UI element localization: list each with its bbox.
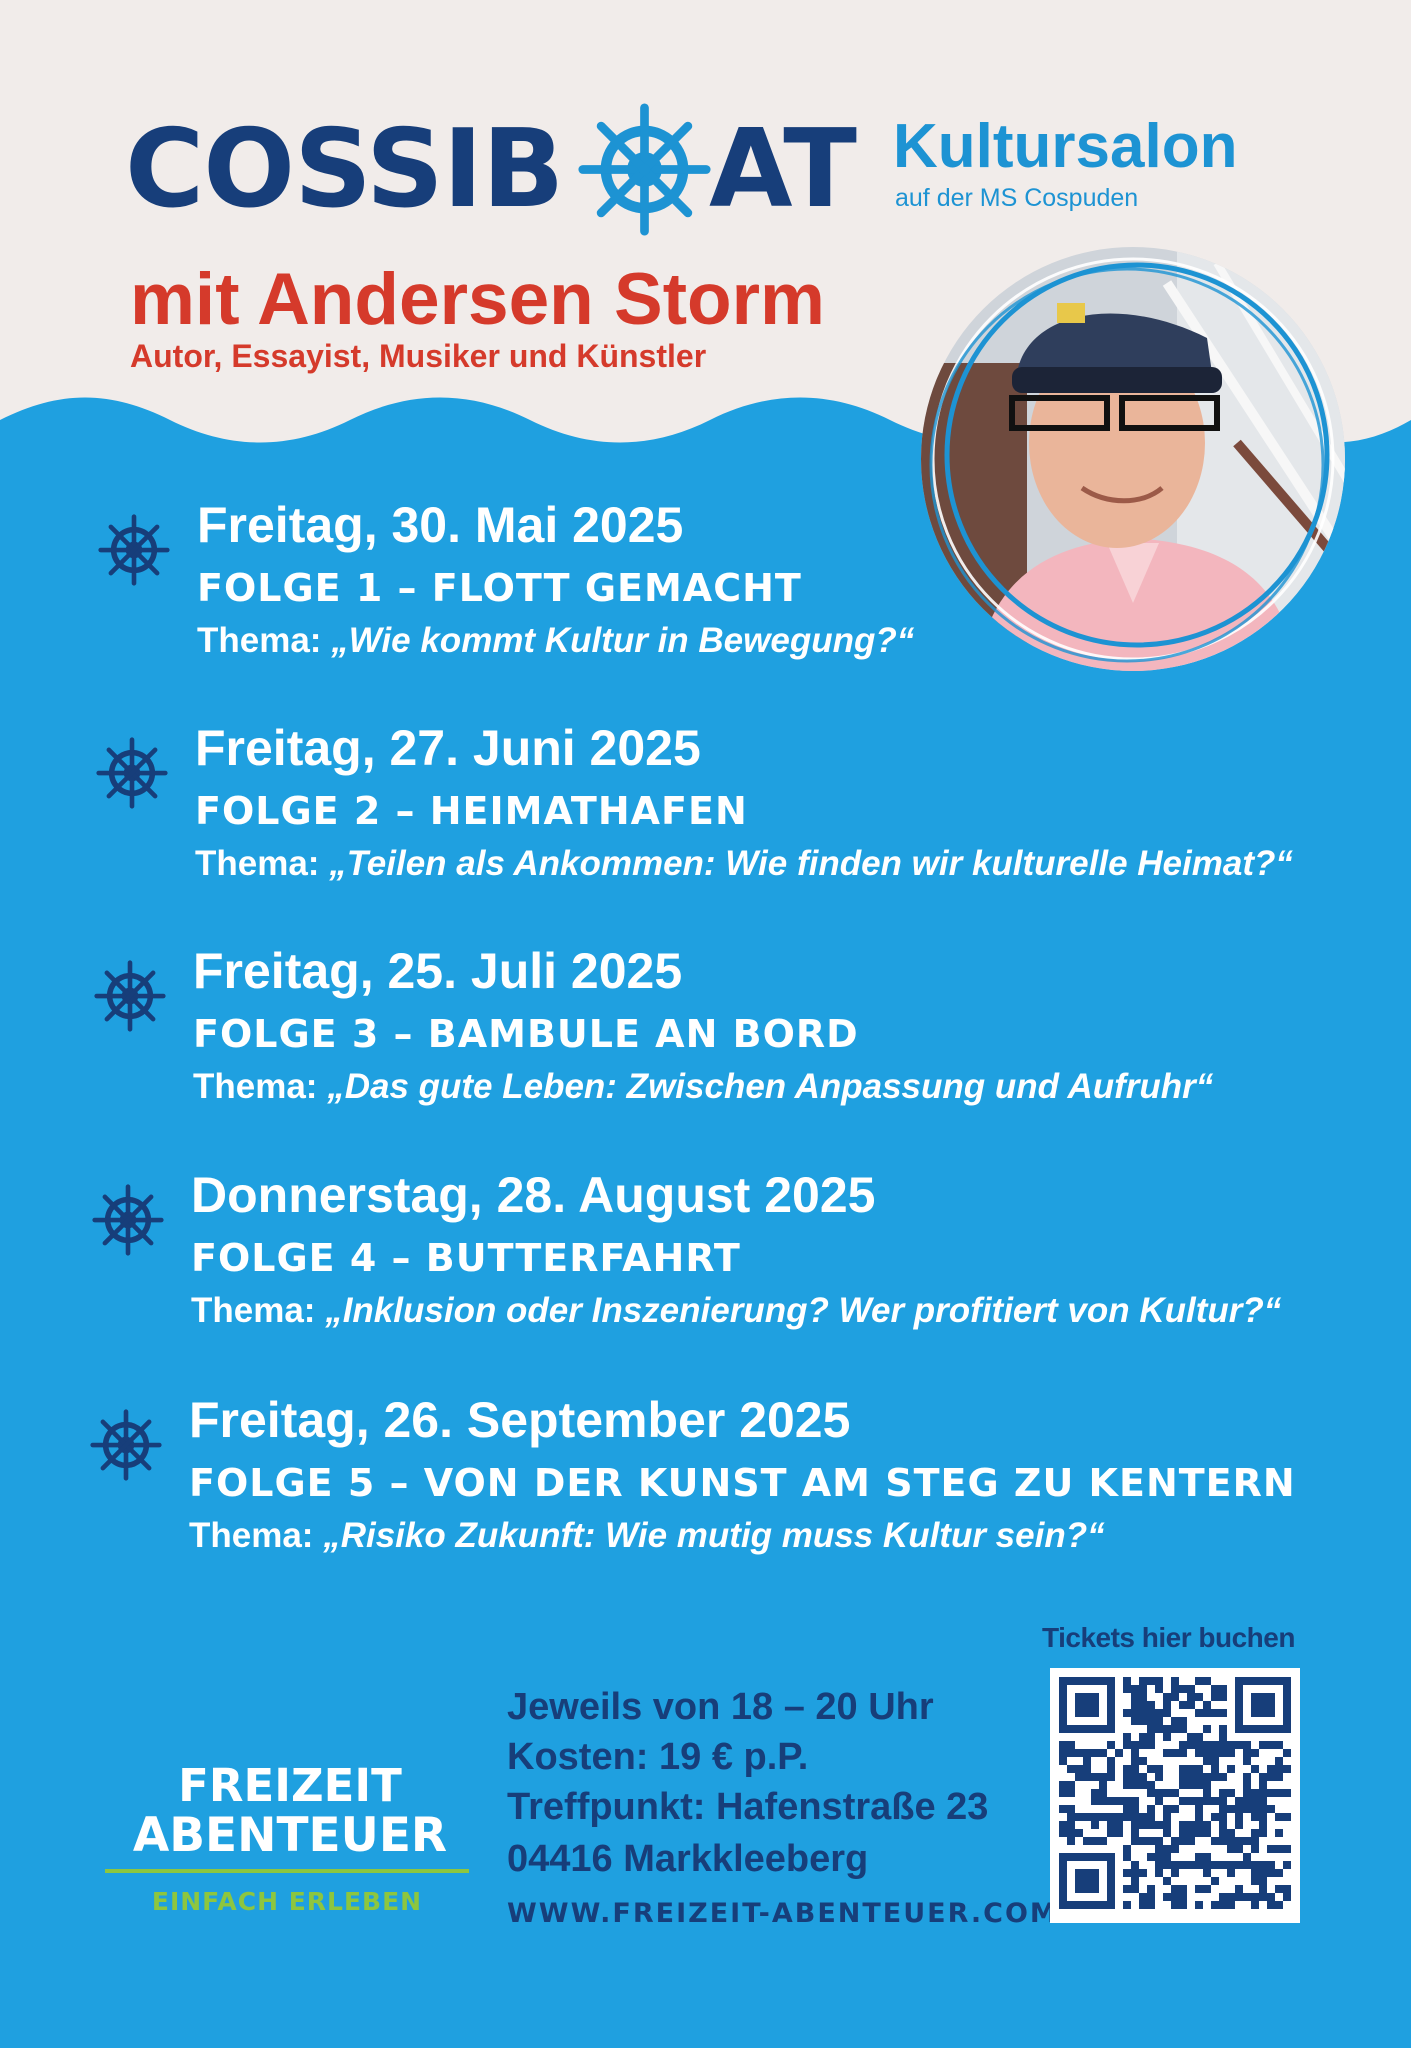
- ship-wheel-icon: [91, 1183, 165, 1257]
- event-item: [0, 941, 1407, 1141]
- tickets-label: Tickets hier buchen: [1042, 1622, 1295, 1653]
- ship-wheel-icon: [93, 959, 167, 1033]
- event-date: Freitag, 26. September 2025: [189, 1392, 851, 1448]
- event-episode: FOLGE 5 – VON DER KUNST AM STEG ZU KENTERN: [189, 1461, 1296, 1505]
- event-date: Freitag, 27. Juni 2025: [195, 720, 701, 776]
- kultursalon-title: Kultursalon: [893, 112, 1238, 181]
- logo-text-right: AT: [709, 107, 856, 232]
- kultursalon-subtitle: auf der MS Cospuden: [895, 184, 1139, 212]
- ship-wheel-icon: [89, 1408, 163, 1482]
- info-meeting-point: Treffpunkt: Hafenstraße 23: [507, 1786, 989, 1828]
- theme-text: „Wie kommt Kultur in Bewegung?“: [331, 621, 915, 660]
- theme-label: Thema:: [197, 621, 332, 660]
- brand-line2: ABENTEUER: [132, 1808, 448, 1863]
- brand-divider: [105, 1869, 469, 1873]
- theme-text: „Risiko Zukunft: Wie mutig muss Kultur sein?“: [323, 1516, 1105, 1555]
- event-theme: [189, 1514, 1105, 1558]
- freizeit-abenteuer-logo: [105, 1760, 475, 1925]
- event-theme: [197, 619, 914, 663]
- event-date: Freitag, 25. Juli 2025: [193, 943, 683, 999]
- brand-line1: FREIZEIT: [178, 1759, 402, 1812]
- event-item: [0, 1165, 1405, 1365]
- ship-wheel-icon: [97, 513, 171, 587]
- event-episode: FOLGE 1 – FLOTT GEMACHT: [197, 566, 802, 610]
- event-episode: FOLGE 2 – HEIMATHAFEN: [195, 789, 748, 833]
- theme-label: Thema:: [191, 1291, 326, 1330]
- event-item: [0, 718, 1409, 918]
- info-time: Jeweils von 18 – 20 Uhr: [507, 1686, 934, 1728]
- theme-text: „Teilen als Ankommen: Wie finden wir kulturelle Heimat?“: [329, 844, 1293, 883]
- info-city: 04416 Markkleeberg: [507, 1838, 869, 1880]
- logo-text-left: COSSIB: [125, 107, 564, 232]
- event-episode: FOLGE 4 – BUTTERFAHRT: [191, 1236, 741, 1280]
- qr-code[interactable]: [1050, 1668, 1300, 1923]
- theme-text: „Das gute Leben: Zwischen Anpassung und Aufruhr“: [327, 1067, 1214, 1106]
- ship-wheel-icon: [95, 736, 169, 810]
- event-theme: [195, 842, 1293, 886]
- event-theme: [191, 1289, 1281, 1333]
- cossiboat-logo: [125, 100, 865, 240]
- event-date: Donnerstag, 28. August 2025: [191, 1167, 876, 1223]
- brand-tagline: EINFACH ERLEBEN: [151, 1887, 423, 1916]
- event-episode: FOLGE 3 – BAMBULE AN BORD: [193, 1012, 859, 1056]
- theme-label: Thema:: [195, 844, 330, 883]
- host-name: mit Andersen Storm: [130, 259, 825, 340]
- event-date: Freitag, 30. Mai 2025: [197, 497, 684, 553]
- theme-label: Thema:: [189, 1516, 324, 1555]
- theme-text: „Inklusion oder Inszenierung? Wer profitiert von Kultur?“: [325, 1291, 1282, 1330]
- ship-wheel-icon: [577, 102, 712, 237]
- event-theme: [193, 1065, 1213, 1109]
- website-link[interactable]: WWW.FREIZEIT-ABENTEUER.COM: [507, 1898, 1059, 1929]
- host-roles: Autor, Essayist, Musiker und Künstler: [130, 338, 707, 374]
- info-cost: Kosten: 19 € p.P.: [507, 1736, 809, 1778]
- event-item: [0, 1390, 1403, 1590]
- event-item: [0, 495, 1411, 695]
- theme-label: Thema:: [193, 1067, 328, 1106]
